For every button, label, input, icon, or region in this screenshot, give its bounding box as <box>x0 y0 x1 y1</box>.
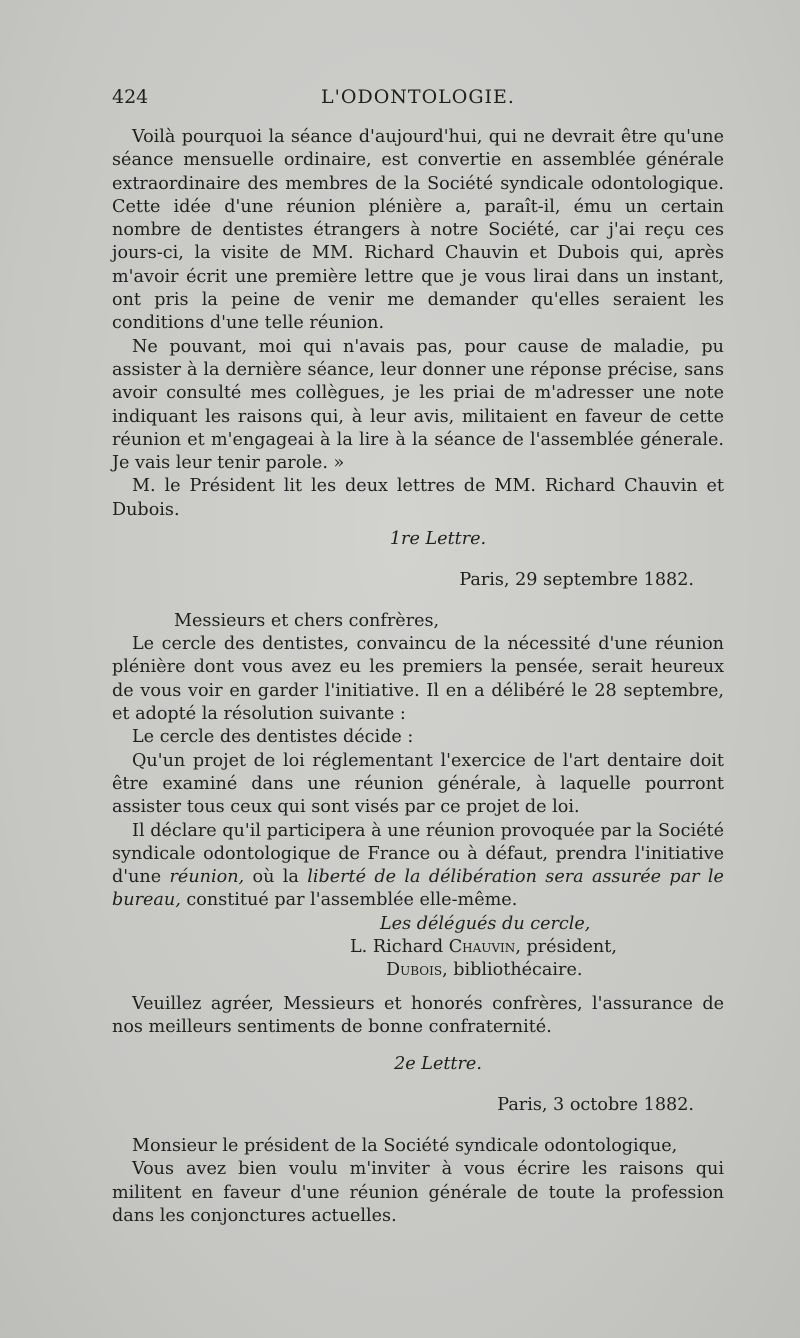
letter-heading: 1re Lettre. <box>389 529 487 550</box>
paragraph: Le cercle des dentistes décide : <box>132 727 414 748</box>
signature-title: Les délégués du cercle, <box>380 913 591 934</box>
body-text <box>112 126 724 1228</box>
letter-salutation: Messieurs et chers confrères, <box>174 610 440 631</box>
paragraph: Vous avez bien voulu m'inviter à vous écrire les raisons qui militent en faveur d'une réunion générale de toute la profession dans les conjonctures actuelles. <box>112 1159 724 1226</box>
signature-line: L. Richard Chauvin, président, <box>350 936 617 957</box>
letter-date: Paris, 3 octobre 1882. <box>497 1095 694 1116</box>
paragraph: Ne pouvant, moi qui n'avais pas, pour cause de maladie, pu assister à la dernière séance, leur donner une réponse précise, sans avoir consulté mes collègues, je les priai de m'adresser une note indiquant les raisons qui, à leur avis, militaient en faveur de cette réunion et m'engageai à la lire à la séance de l'assemblée génerale. Je vais leur tenir parole. » <box>112 336 724 474</box>
letter-heading: 2e Lettre. <box>394 1054 482 1075</box>
paragraph: Qu'un projet de loi réglementant l'exercice de l'art dentaire doit être examiné dans une réunion générale, à laquelle pourront assister tous ceux qui sont visés par ce projet de loi. <box>112 750 724 818</box>
paragraph: Il déclare qu'il participera à une réunion provoquée par la Société syndicale odontologique de France ou à défaut, prendra l'initiative d'une réunion, où la liberté de la délibération sera assurée par le bureau, constitué par l'assemblée elle-même. <box>112 820 724 911</box>
paragraph: Le cercle des dentistes, convaincu de la nécessité d'une réunion plénière dont vous avez eu les premiers la pensée, serait heureux de vous voir en garder l'initiative. Il en a délibéré le 28 septembre, et adopté la résolution suivante : <box>112 634 724 725</box>
signature-line: Dubois, bibliothécaire. <box>386 960 583 981</box>
letter-date: Paris, 29 septembre 1882. <box>459 569 694 590</box>
page-number: 424 <box>112 86 149 108</box>
paragraph: M. le Président lit les deux lettres de MM. Richard Chauvin et Dubois. <box>112 476 724 520</box>
page-header <box>112 86 724 114</box>
running-title: L'ODONTOLOGIE. <box>321 86 515 108</box>
paragraph: Voilà pourquoi la séance d'aujourd'hui, qui ne devrait être qu'une séance mensuelle ordinaire, est convertie en assemblée générale extraordinaire des membres de la Société syndicale odontologique. Cette idée d'une réunion plénière a, paraît-il, ému un certain nombre de dentistes étrangers à notre Société, car j'ai reçu ces jours-ci, la visite de MM. Richard Chauvin et Dubois qui, après m'avoir écrit une première lettre que je vous lirai dans un instant, ont pris la peine de venir me demander qu'elles seraient les conditions d'une telle réunion. <box>112 127 724 334</box>
letter-salutation: Monsieur le président de la Société syndicale odontologique, <box>132 1135 678 1156</box>
paragraph: Veuillez agréer, Messieurs et honorés confrères, l'assurance de nos meilleurs sentiments de bonne confraternité. <box>112 993 724 1037</box>
